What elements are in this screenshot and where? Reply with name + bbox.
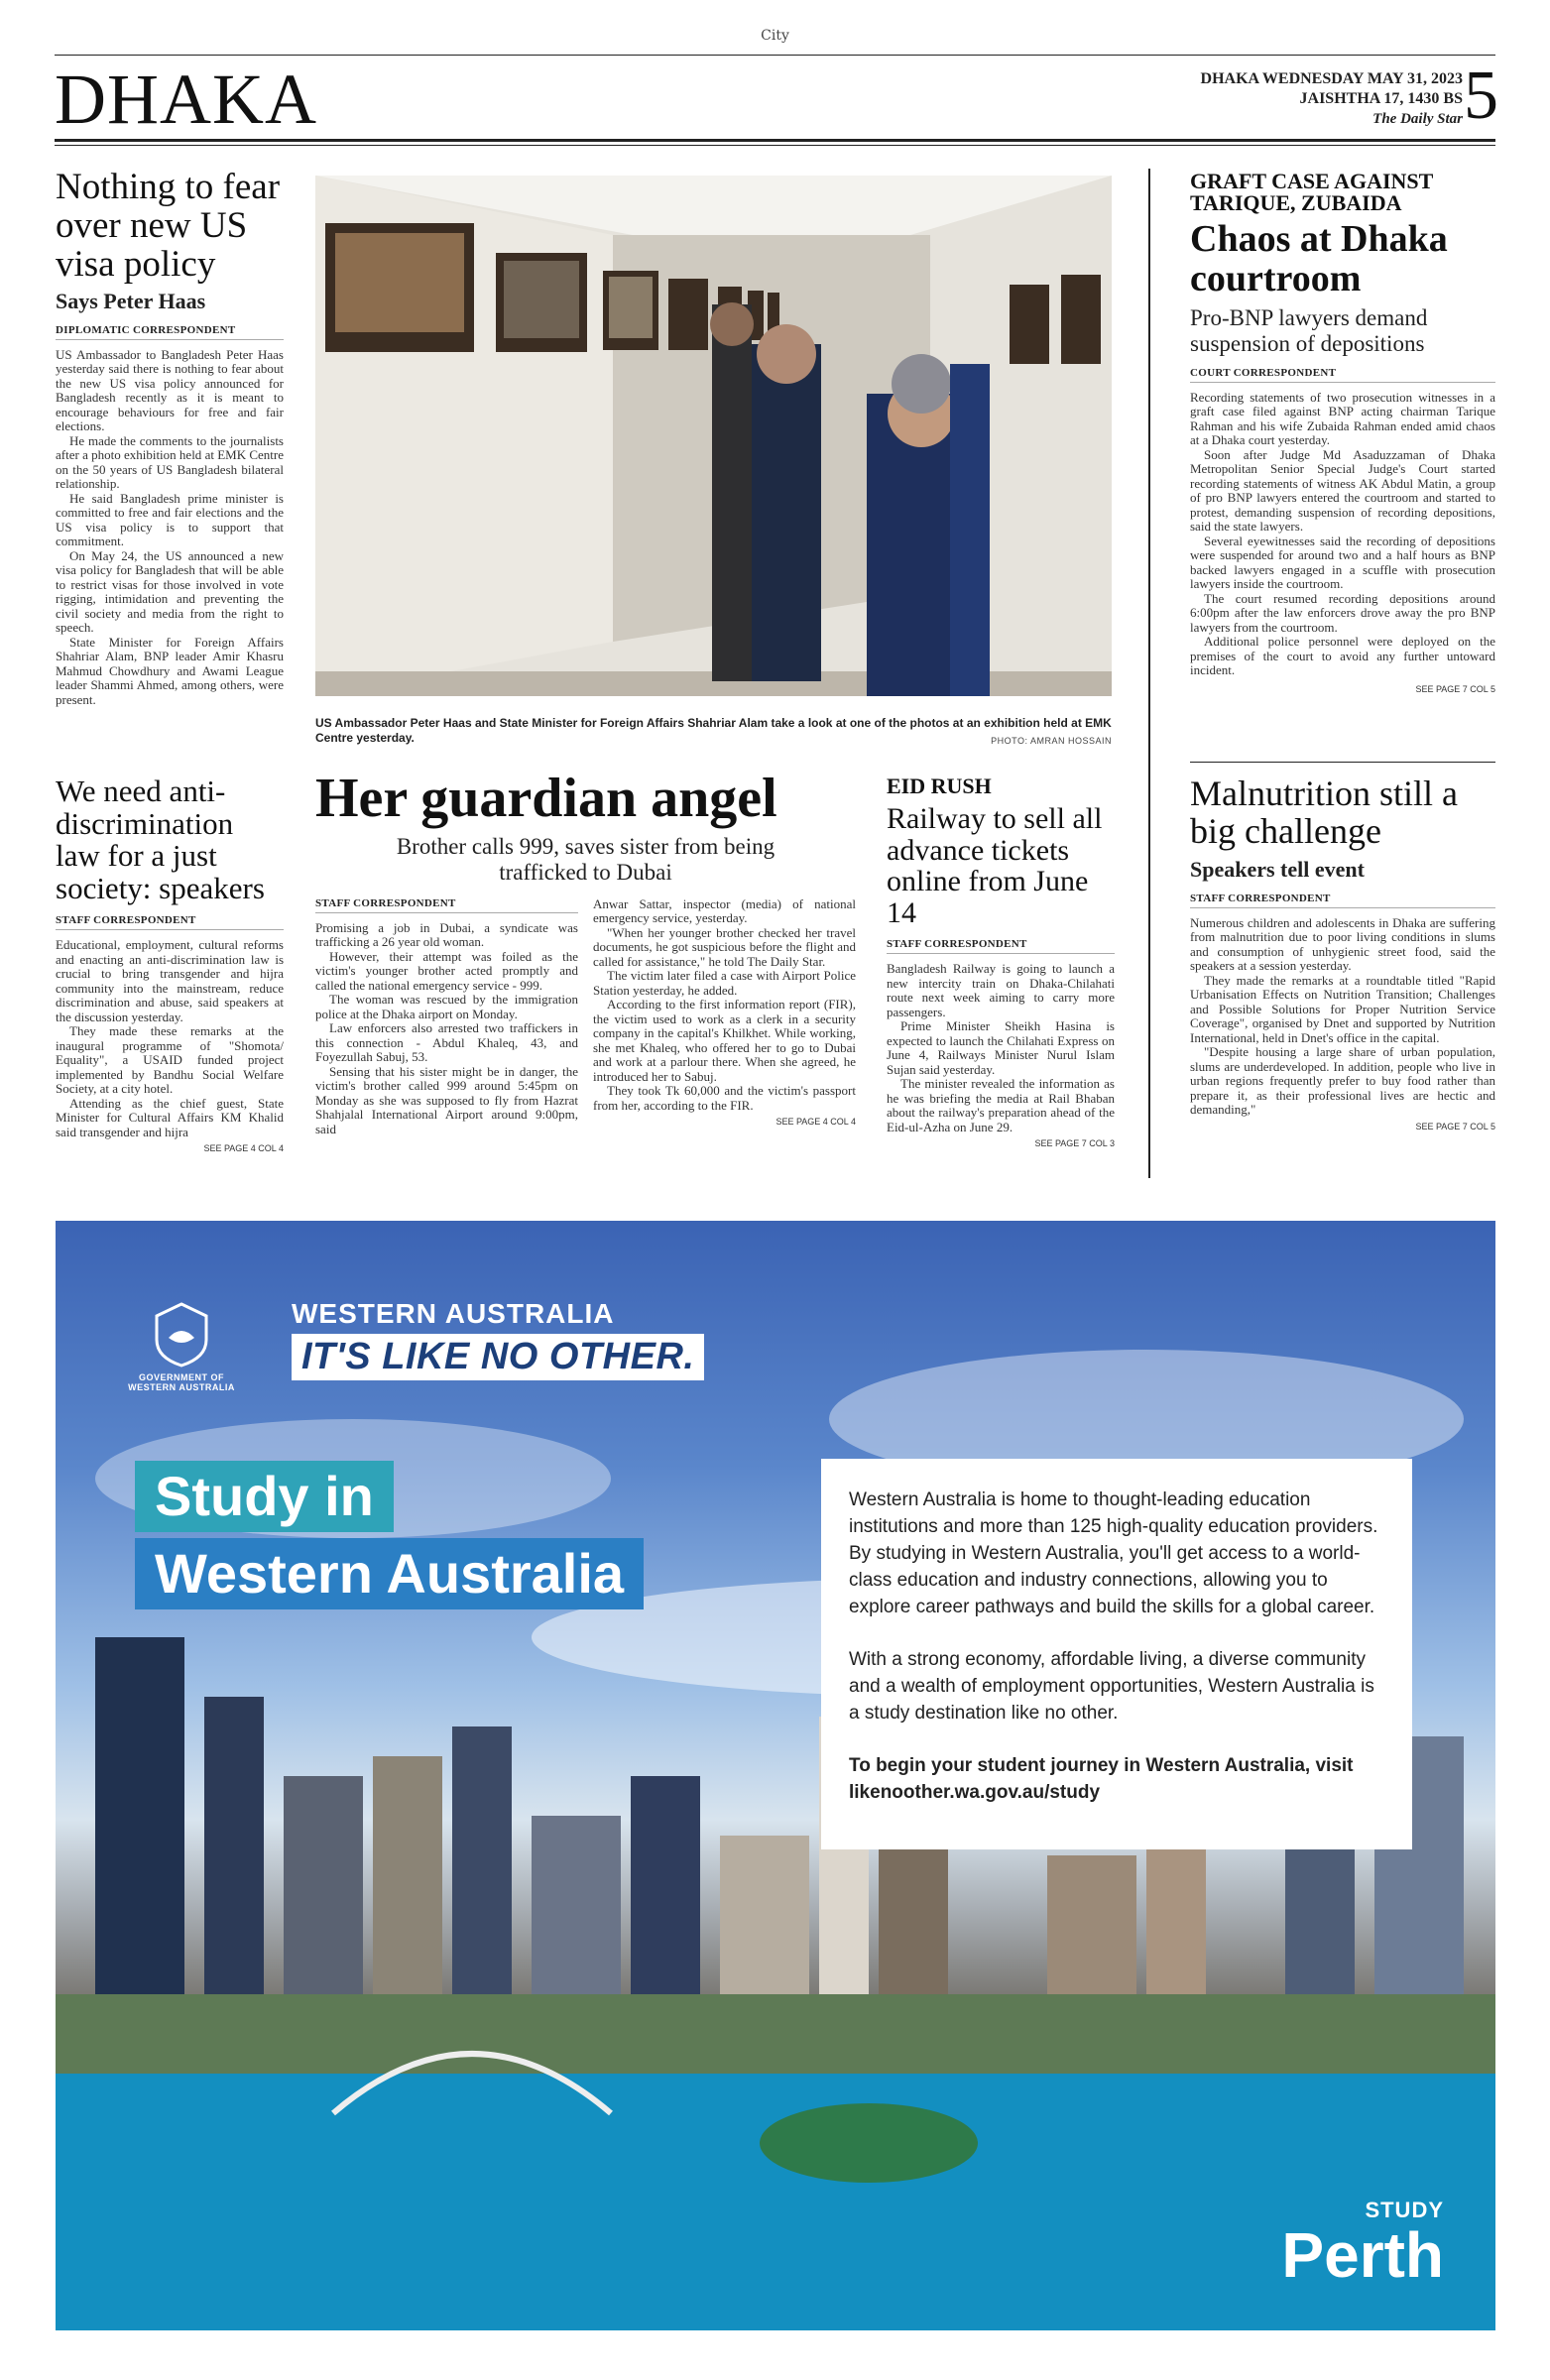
malnutrition-para: "Despite housing a large share of urban population, slums are underdeveloped. In addition, people who live in urban regions frequently prefer to buy food rather than prepare it, as their professional lives are hectic and demanding,"	[1190, 1044, 1495, 1118]
angel-columns	[315, 897, 856, 1137]
page-number: 5	[1464, 58, 1498, 134]
angel-subhead: Brother calls 999, saves sister from being trafficked to Dubai	[396, 833, 775, 885]
column-divider	[1148, 169, 1150, 1178]
graft-para: Recording statements of two prosecution witnesses in a graft case filed against BNP acting chairman Tarique Rahman and his wife Zubaida Rahman ended amid chaos at a Dhaka court yesterday.	[1190, 389, 1495, 448]
graft-para: The court resumed recording depositions around 6:00pm after the law enforcers drove away the pro BNP lawyers from the courtroom.	[1190, 590, 1495, 635]
gov-label-2: WESTERN AUSTRALIA	[128, 1382, 235, 1392]
visa-para: He said Bangladesh prime minister is committed to free and fair elections and the US visa policy is to support that commitment.	[56, 490, 284, 549]
graft-para: Additional police personnel were deployed on the premises of the court to avoid any further untoward incident.	[1190, 634, 1495, 678]
malnutrition-see-page: SEE PAGE 7 COL 5	[1415, 1121, 1495, 1131]
ad-title-line2: Western Australia	[135, 1538, 644, 1609]
angel-body-1	[315, 921, 578, 1137]
graft-kicker: GRAFT CASE AGAINST TARIQUE, ZUBAIDA	[1190, 169, 1433, 215]
visa-para: On May 24, the US announced a new visa policy for Bangladesh that will be able to restrict visas for those involved in vote rigging, intimidation and preventing the civil society and media from the right to speech.	[56, 547, 284, 636]
discrimination-para: Attending as the chief guest, State Minister for Cultural Affairs KM Khalid said transgender and hijra	[56, 1095, 284, 1139]
visa-para: State Minister for Foreign Affairs Shahriar Alam, BNP leader Amir Khasru Mahmud Chowdhury and Awami League leader Shammi Ahmed, among others, were present.	[56, 634, 284, 707]
graft-subhead: Pro-BNP lawyers demand suspension of depositions	[1190, 304, 1428, 356]
ad-title-line1: Study in	[135, 1461, 394, 1532]
discrimination-para: Educational, employment, cultural reforms and enacting an anti-discrimination law is crucial to bring transgender and hijra community into the mainstream, reduce discrimination and abuse, said speakers at the discussion yesterday.	[56, 937, 284, 1024]
discrimination-byline: STAFF CORRESPONDENT	[56, 914, 284, 930]
graft-see-page: SEE PAGE 7 COL 5	[1415, 683, 1495, 694]
eid-kicker: EID RUSH	[887, 774, 992, 798]
angel-para: However, their attempt was foiled as the victim's younger brother acted promptly and called the national emergency service - 999.	[315, 948, 578, 993]
header-rule-thick	[55, 139, 1495, 142]
angel-col-1	[315, 897, 578, 1137]
date-block	[1201, 69, 1463, 129]
malnutrition-para: Numerous children and adolescents in Dhaka are suffering from malnutrition due to poor living conditions in slums and consumption of unhygienic street food, said the speakers at a session yesterday.	[1190, 914, 1495, 974]
story-eid	[887, 775, 1115, 1148]
visa-para: He made the comments to the journalists after a photo exhibition held at EMK Centre on the 50 years of US Bangladesh bilateral relationship.	[56, 432, 284, 492]
section-label: City	[761, 28, 789, 44]
photo-credit: PHOTO: AMRAN HOSSAIN	[991, 736, 1112, 746]
story-visa	[56, 169, 284, 707]
graft-para: Several eyewitnesses said the recording of depositions were suspended for around two and a half hours as BNP backed lawyers engaged in a scuffle with prosecution lawyers inside the courtroom.	[1190, 533, 1495, 592]
exhibition-photo-art	[315, 176, 1112, 696]
story-discrimination	[56, 775, 284, 1153]
visa-para: US Ambassador to Bangladesh Peter Haas yesterday said there is nothing to fear about the new US visa policy announced for Bangladesh recently as it is meant to encourage behaviours for free and fair elections.	[56, 346, 284, 434]
ad-study-wa[interactable]	[56, 1221, 1495, 2330]
angel-para: "When her younger brother checked her travel documents, he got suspicious before the flight and called for assistance," he told The Daily Star.	[593, 924, 856, 969]
angel-body-2	[593, 897, 856, 1114]
angel-see-page: SEE PAGE 4 COL 4	[775, 1117, 856, 1128]
malnutrition-subhead: Speakers tell event	[1190, 856, 1365, 882]
visa-headline: Nothing to fear over new US visa policy	[56, 167, 281, 285]
eid-para: Bangladesh Railway is going to launch a new intercity train on Dhaka-Chilahati route next week aiming to carry more passengers.	[887, 961, 1115, 1019]
ad-text-card	[821, 1459, 1412, 1849]
gov-label-1: GOVERNMENT OF	[138, 1372, 224, 1382]
brand-logo: The Daily Star	[1372, 111, 1463, 127]
graft-body	[1190, 391, 1495, 678]
logo-perth: Perth	[1281, 2219, 1444, 2291]
discrimination-body	[56, 938, 284, 1139]
eid-headline: Railway to sell all advance tickets online from June 14	[887, 802, 1103, 929]
eid-byline: STAFF CORRESPONDENT	[887, 938, 1115, 954]
visa-body	[56, 348, 284, 708]
visa-byline: DIPLOMATIC CORRESPONDENT	[56, 324, 284, 340]
gov-crest	[127, 1300, 236, 1392]
story-angel	[315, 770, 856, 1136]
angel-para: According to the first information report (FIR), the victim used to work as a clerk in a security company in the capital's Khilkhet. While working, she met Khaleq, who offered her to go to Dubai and work at a parlour there. When she agreed, he introduced her to Sabuj.	[593, 997, 856, 1084]
angel-byline: STAFF CORRESPONDENT	[315, 897, 578, 913]
ad-tagline-top: WESTERN AUSTRALIA	[292, 1298, 615, 1329]
ad-paragraph-1: Western Australia is home to thought-leading education institutions and more than 125 high-quality education providers. By studying in Western Australia, you'll get access to a world-class education and industry connections, allowing you to explore career pathways and build the skills for a global career.	[849, 1489, 1378, 1617]
graft-byline: COURT CORRESPONDENT	[1190, 367, 1495, 383]
page-title: DHAKA	[55, 60, 317, 139]
top-rule	[55, 55, 1495, 56]
angel-headline: Her guardian angel	[315, 768, 777, 829]
angel-para: Law enforcers also arrested two traffickers in this connection - Abdul Khaleq, 43, and Foyezullah Sabuj, 53.	[315, 1020, 578, 1065]
date-line: DHAKA WEDNESDAY MAY 31, 2023	[1200, 70, 1463, 87]
ad-cta[interactable]: To begin your student journey in Western Australia, visit likenoother.wa.gov.au/study	[849, 1755, 1354, 1803]
visa-subhead: Says Peter Haas	[56, 288, 206, 313]
eid-para: Prime Minister Sheikh Hasina is expected to launch the Chilahati Express on June 4, Railways Minister Nurul Islam Sujan said yesterday.	[887, 1018, 1115, 1077]
ad-paragraph-2: With a strong economy, affordable living, a diverse community and a wealth of employment opportunities, Western Australia is a study destination like no other.	[849, 1649, 1374, 1724]
bangla-date: JAISHTHA 17, 1430 BS	[1299, 90, 1463, 107]
malnutrition-para: They made the remarks at a roundtable titled "Rapid Urbanisation Effects on Nutrition Transition; Challenges and Possible Solutions for Proper Nutrition Service Coverage", organised by Dnet and supported by Nutrition International, held in Dnet's office in the capital.	[1190, 972, 1495, 1045]
malnutrition-body	[1190, 916, 1495, 1118]
angel-para: The victim later filed a case with Airport Police Station yesterday, he added.	[593, 968, 856, 998]
ad-tagline-bottom: IT'S LIKE NO OTHER.	[292, 1334, 704, 1380]
angel-para: They took Tk 60,000 and the victim's passport from her, according to the FIR.	[593, 1083, 856, 1113]
graft-para: Soon after Judge Md Asaduzzaman of Dhaka Metropolitan Senior Special Judge's Court started recording statements of witness AK Abdul Matin, a group of pro BNP lawyers entered the courtroom and started to protest, demanding suspension of recording depositions, said the state lawyers.	[1190, 446, 1495, 535]
story-malnutrition	[1190, 775, 1495, 1131]
angel-col-2	[593, 897, 856, 1137]
logo-study: STUDY	[1365, 2198, 1444, 2222]
graft-headline: Chaos at Dhaka courtroom	[1190, 218, 1448, 299]
angel-para: Anwar Sattar, inspector (media) of national emergency service, yesterday.	[593, 895, 856, 926]
graft-end-rule	[1190, 762, 1495, 763]
story-graft	[1190, 171, 1495, 694]
discrimination-see-page: SEE PAGE 4 COL 4	[203, 1143, 284, 1154]
exhibition-photo	[315, 176, 1112, 696]
photo-caption: US Ambassador Peter Haas and State Minister for Foreign Affairs Shahriar Alam take a look at one of the photos at an exhibition held at EMK Centre yesterday.	[315, 716, 1112, 745]
angel-para: Sensing that his sister might be in danger, the victim's brother called 999 around 5:45pm on Monday as she was supposed to fly from Hazrat Shahjalal International Airport around 9:00pm, said	[315, 1063, 578, 1136]
eid-para: The minister revealed the information as he was briefing the media at Rail Bhaban about the railway's preparation ahead of the Eid-ul-Azha on June 29.	[887, 1076, 1115, 1134]
crest-icon	[147, 1300, 216, 1368]
angel-para: Promising a job in Dubai, a syndicate was trafficking a 26 year old woman.	[315, 919, 578, 950]
angel-para: The woman was rescued by the immigration police at the Dhaka airport on Monday.	[315, 992, 578, 1021]
study-perth-logo[interactable]	[1265, 2198, 1444, 2291]
discrimination-para: They made these remarks at the inaugural programme of "Shomota/ Equality", a USAID funded project implemented by Bandhu Social Welfare Society, at a city hotel.	[56, 1023, 284, 1097]
eid-see-page: SEE PAGE 7 COL 3	[1034, 1138, 1115, 1148]
malnutrition-headline: Malnutrition still a big challenge	[1190, 774, 1458, 851]
eid-body	[887, 962, 1115, 1134]
discrimination-headline: We need anti-discrimination law for a just society: speakers	[56, 774, 265, 905]
header-rule-thin	[55, 145, 1495, 146]
malnutrition-byline: STAFF CORRESPONDENT	[1190, 892, 1495, 908]
